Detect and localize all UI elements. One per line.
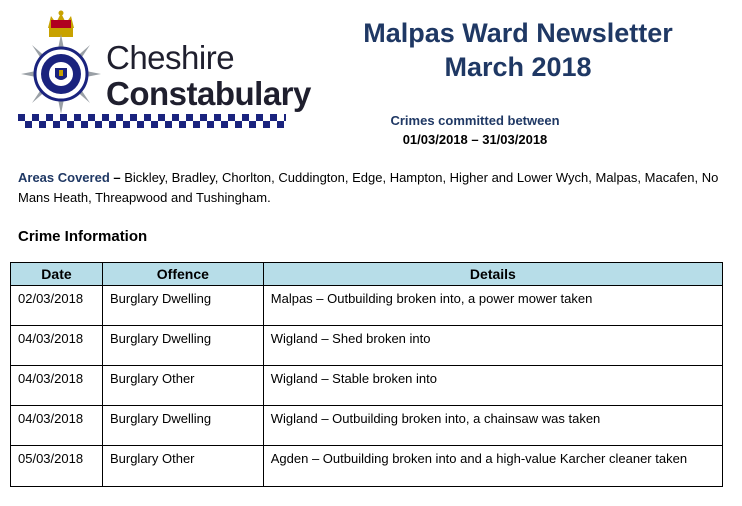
title-line2: March 2018 xyxy=(444,52,592,82)
areas-dash: – xyxy=(109,170,125,185)
crime-information-heading: Crime Information xyxy=(18,228,148,245)
table-row xyxy=(11,286,723,326)
table-header-row xyxy=(11,263,723,286)
table-row xyxy=(11,446,723,487)
cell-date: 04/03/2018 xyxy=(11,366,103,406)
table-row xyxy=(11,366,723,406)
logo-text-line1: Cheshire xyxy=(106,39,235,76)
column-header-details: Details xyxy=(263,263,722,286)
cell-date: 04/03/2018 xyxy=(11,406,103,446)
cell-offence: Burglary Dwelling xyxy=(102,326,263,366)
cell-details: Malpas – Outbuilding broken into, a power mower taken xyxy=(263,286,722,326)
areas-covered-label: Areas Covered xyxy=(18,170,110,185)
table-row xyxy=(11,326,723,366)
cell-details: Agden – Outbuilding broken into and a high-value Karcher cleaner taken xyxy=(263,446,722,487)
cell-offence: Burglary Other xyxy=(102,366,263,406)
police-crest-icon xyxy=(18,10,104,118)
title-line1: Malpas Ward Newsletter xyxy=(363,18,673,48)
areas-list-text: Bickley, Bradley, Chorlton, Cuddington, Edge, Hampton, Higher and Lower Wych, Malpas, Macafen, No Mans Heath, Threapwood and Tushingham. xyxy=(18,170,719,205)
cell-details: Wigland – Shed broken into xyxy=(263,326,722,366)
cell-date: 04/03/2018 xyxy=(11,326,103,366)
crime-table xyxy=(10,262,723,487)
cell-offence: Burglary Other xyxy=(102,446,263,487)
newsletter-title xyxy=(330,16,706,84)
cell-details: Wigland – Stable broken into xyxy=(263,366,722,406)
column-header-offence: Offence xyxy=(102,263,263,286)
crown-icon xyxy=(48,11,74,38)
logo-text-line2: Constabulary xyxy=(106,75,311,112)
sillitoe-checker-band xyxy=(18,114,286,128)
cheshire-constabulary-logo xyxy=(14,6,311,130)
cell-details: Wigland – Outbuilding broken into, a chainsaw was taken xyxy=(263,406,722,446)
cell-date: 05/03/2018 xyxy=(11,446,103,487)
table-row xyxy=(11,406,723,446)
period-range: 01/03/2018 – 31/03/2018 xyxy=(402,132,548,147)
cell-offence: Burglary Dwelling xyxy=(102,406,263,446)
cell-offence: Burglary Dwelling xyxy=(102,286,263,326)
period-label: Crimes committed between xyxy=(390,113,560,128)
column-header-date: Date xyxy=(11,263,103,286)
cell-date: 02/03/2018 xyxy=(11,286,103,326)
areas-covered-paragraph xyxy=(18,168,728,208)
